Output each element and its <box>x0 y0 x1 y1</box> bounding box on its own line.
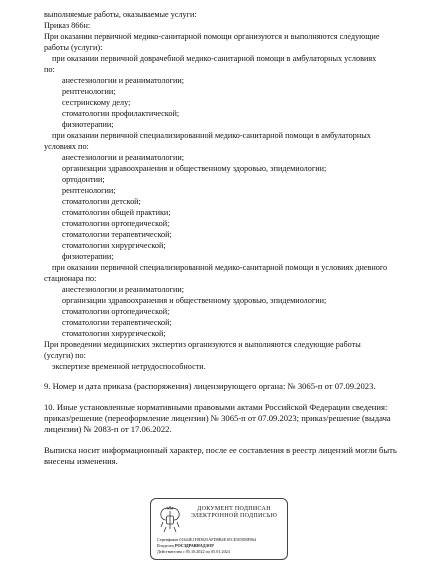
owner-value: РОСЗДРАВНАДЗОР <box>174 543 214 548</box>
text-line: (услуги) по: <box>44 351 86 360</box>
text-line: физиотерапии; <box>62 120 114 129</box>
item-10-line: лицензии) № 2083-п от 17.06.2022. <box>44 424 172 434</box>
disclaimer-line: Выписка носит информационный характер, после ее составления в реестр лицензий могли быть <box>44 445 397 455</box>
text-line: при оказании первичной специализированной медико-санитарной помощи в амбулаторных <box>52 131 371 140</box>
stamp-title: ДОКУМЕНТ ПОДПИСАН <box>197 506 271 512</box>
certificate-label: Сертификат <box>157 537 179 542</box>
text-line: анестезиологии и реаниматологии; <box>62 76 184 85</box>
text-line: стоматологии общей практики; <box>62 208 171 217</box>
text-line: стоматологии хирургической; <box>62 329 166 338</box>
stamp-validity-row: Действителен с 05.10.2022 по 05.01.2024 <box>157 549 230 554</box>
item-9-order: 9. Номер и дата приказа (распоряжения) лицензирующего органа: № 3065-п от 07.09.2023. <box>44 381 376 391</box>
text-line: сестринскому делу; <box>62 98 131 107</box>
text-line: стоматологии хирургической; <box>62 241 166 250</box>
text-line: При проведении медицинских экспертиз организуются и выполняются следующие работы <box>44 340 361 349</box>
text-line: стоматологии профилактической; <box>62 109 180 118</box>
text-line: стоматологии детской; <box>62 197 141 206</box>
stamp-subtitle: ЭЛЕКТРОННОЙ ПОДПИСЬЮ <box>190 513 278 519</box>
text-line: рентгенологии; <box>62 186 116 195</box>
text-line: организации здравоохранения и общественному здоровью, эпидемиологии; <box>62 164 327 173</box>
text-line: При оказании первичной медико-санитарной помощи организуются и выполняются следующие <box>44 32 380 41</box>
owner-label: Владелец <box>157 543 174 548</box>
text-line: организации здравоохранения и общественному здоровью, эпидемиологии; <box>62 296 327 305</box>
text-line: стоматологии ортопедической; <box>62 219 170 228</box>
text-line: стоматологии терапевтической; <box>62 318 172 327</box>
text-line: анестезиологии и реаниматологии; <box>62 285 184 294</box>
item-10-line: 10. Иные установленные нормативными правовыми актами Российской Федерации сведения: <box>44 402 388 412</box>
text-line: физиотерапии; <box>62 252 114 261</box>
text-line: ортодонтии; <box>62 175 105 184</box>
certificate-value: 01644E1F0D025AFD8B4E1ECE505D8F064 <box>179 537 257 542</box>
text-line: анестезиологии и реаниматологии; <box>62 153 184 162</box>
disclaimer-line: внесены изменения. <box>44 456 118 466</box>
text-line: стоматологии терапевтической; <box>62 230 172 239</box>
electronic-signature-stamp <box>150 498 288 560</box>
text-line: при оказании первичной доврачебной медико-санитарной помощи в амбулаторных условиях <box>52 54 377 63</box>
text-line: при оказании первичной специализированной медико-санитарной помощи в условиях дневного <box>52 263 388 272</box>
coat-of-arms-icon <box>157 505 183 535</box>
text-line: стационара по: <box>44 274 97 283</box>
text-line: рентгенологии; <box>62 87 116 96</box>
text-line: работы (услуги): <box>44 43 103 52</box>
text-line: выполняемые работы, оказываемые услуги: <box>44 10 197 19</box>
text-line: Приказ 866н: <box>44 21 91 30</box>
text-line: по: <box>44 65 55 74</box>
text-line: экспертизе временной нетрудоспособности. <box>52 362 206 371</box>
text-line: условиях по: <box>44 142 89 151</box>
text-line: стоматологии ортопедической; <box>62 307 170 316</box>
item-10-line: приказ/решение (переоформление лицензии) № 3065-п от 07.09.2023; приказ/решение (выдача <box>44 413 391 423</box>
